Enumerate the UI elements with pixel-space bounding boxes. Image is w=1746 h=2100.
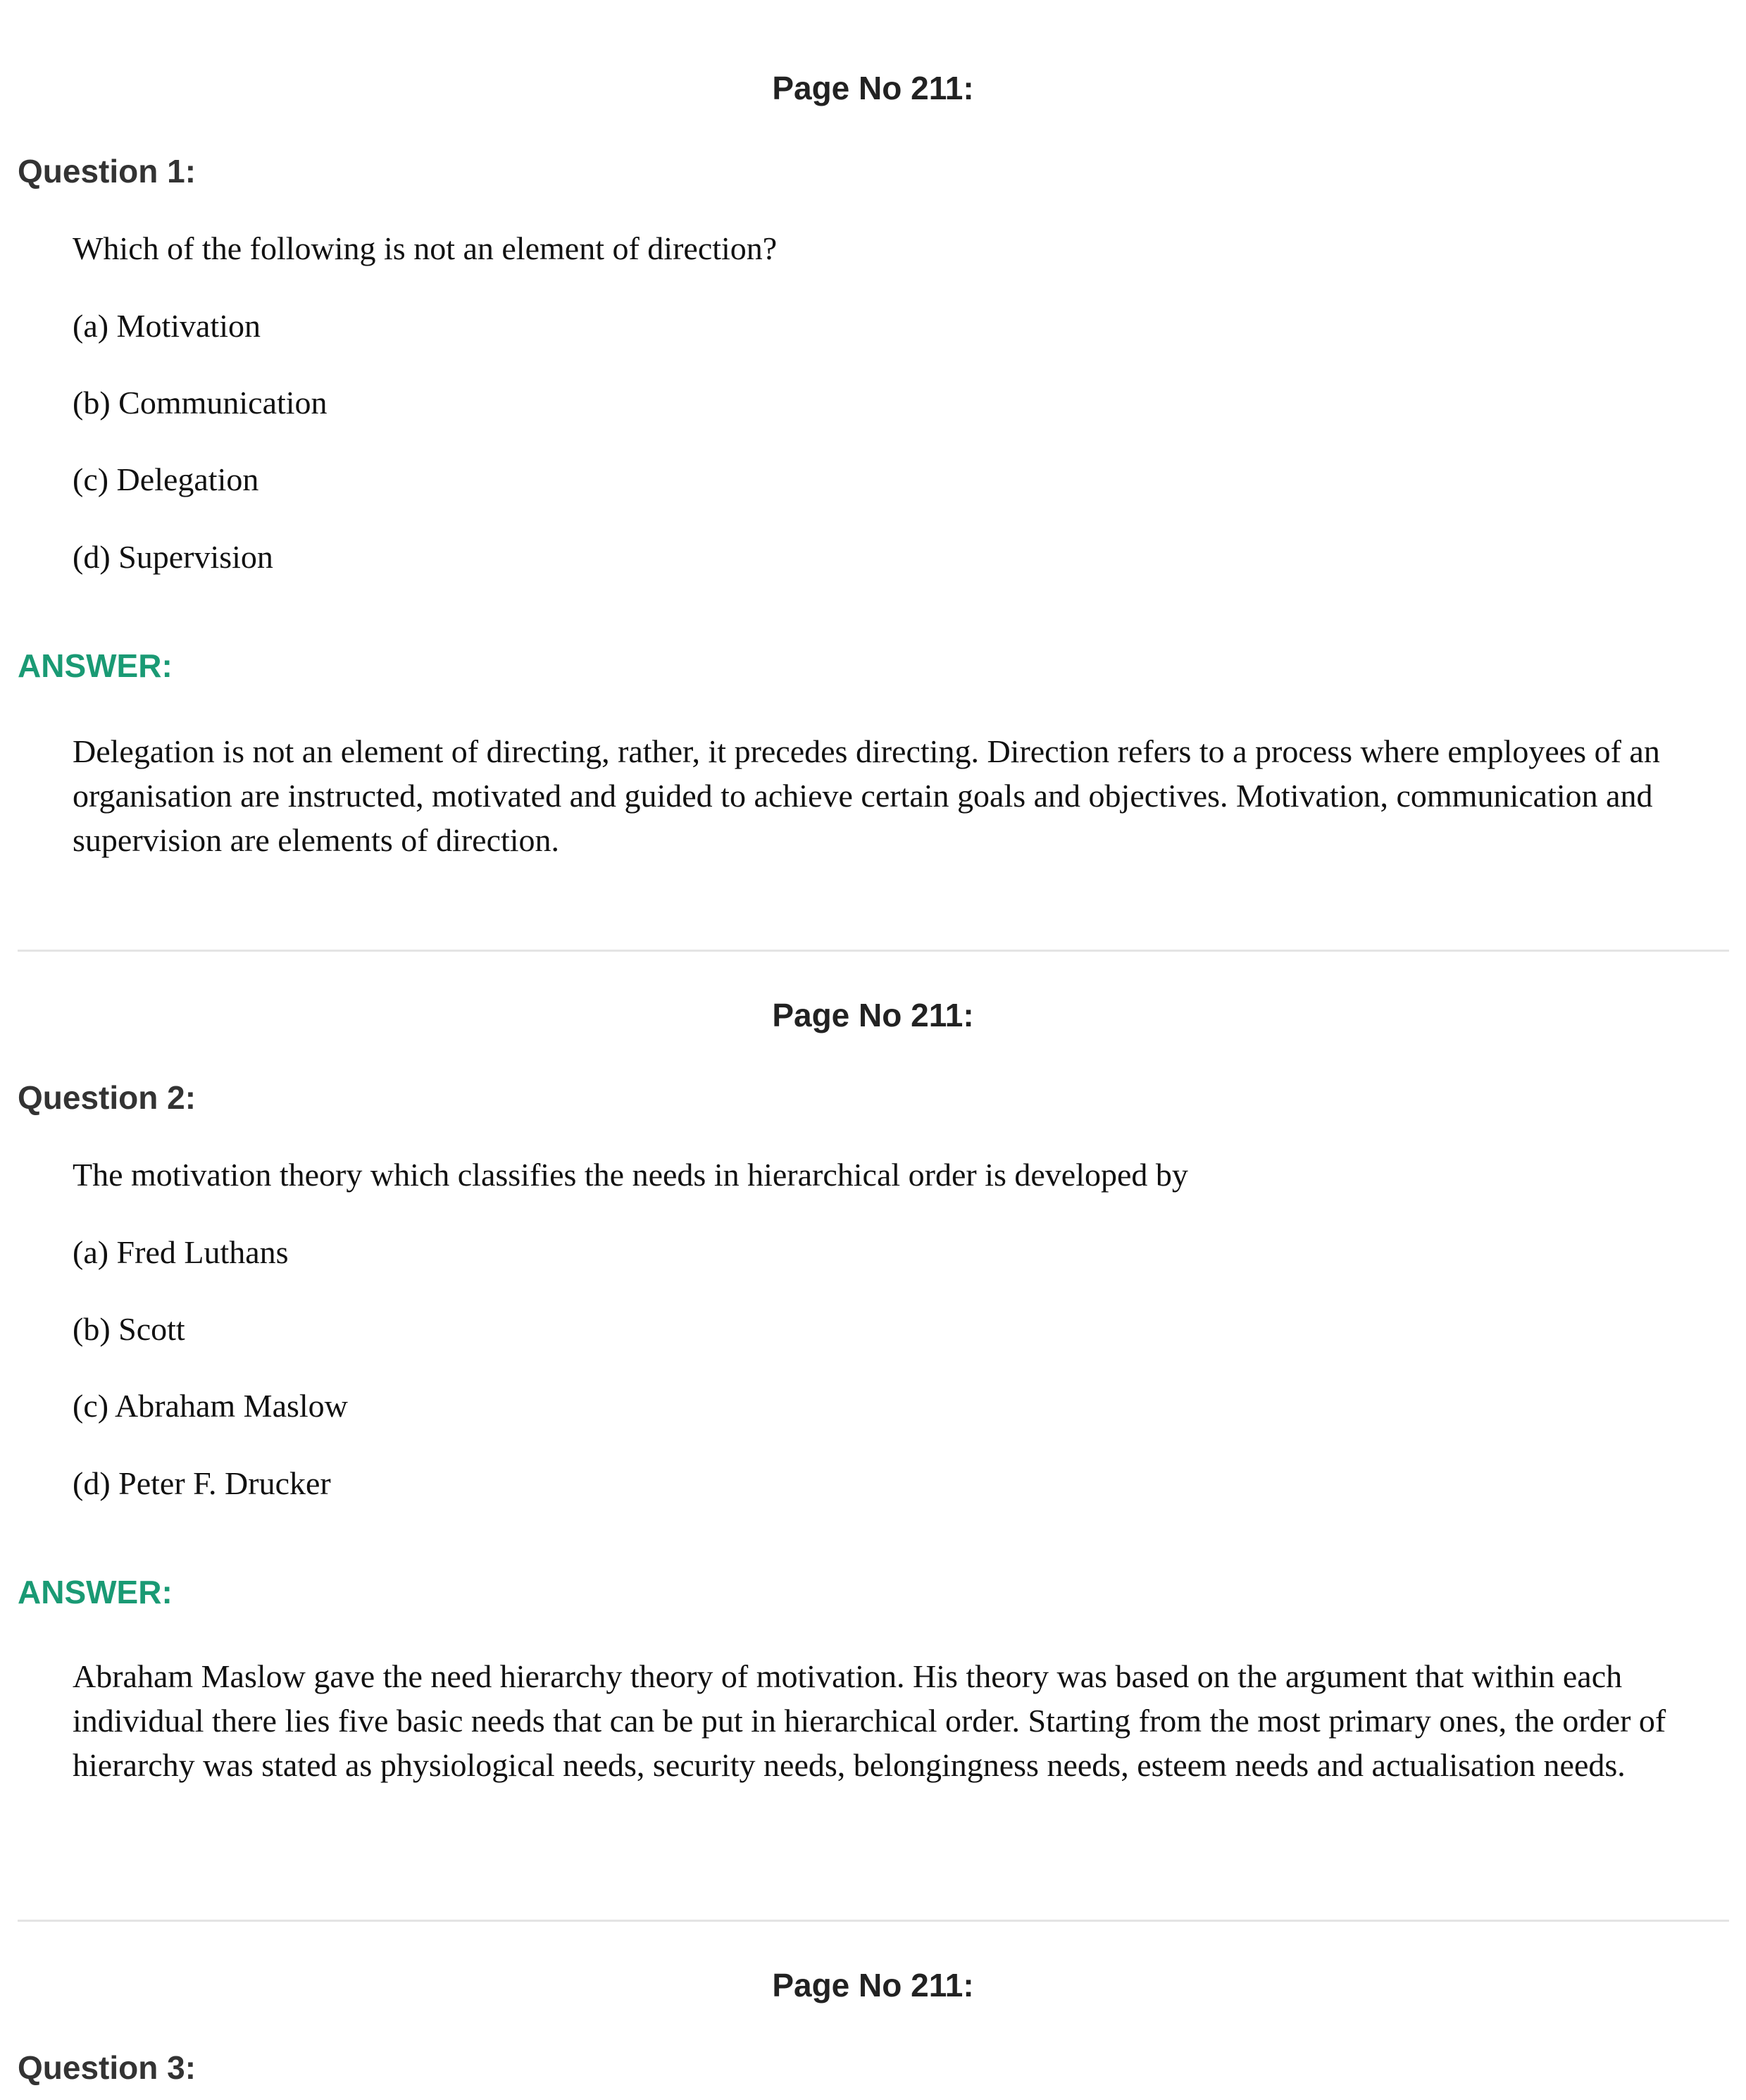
option-c: (c) Delegation (73, 461, 259, 497)
page-number-heading: Page No 211: (772, 997, 974, 1033)
option-a: (a) Motivation (73, 308, 261, 344)
option-c: (c) Abraham Maslow (73, 1388, 348, 1424)
page-number-heading: Page No 211: (772, 70, 974, 106)
option-d: (d) Supervision (73, 539, 273, 575)
option-b: (b) Scott (73, 1311, 185, 1347)
question-heading: Question 1: (18, 153, 197, 190)
page-number-heading: Page No 211: (772, 1967, 974, 2003)
option-b: (b) Communication (73, 385, 328, 421)
section-divider (18, 950, 1729, 952)
answer-text: Delegation is not an element of directing, rather, it precedes directing. Direction refers to a process where employees of an organisation are instructed, motivated and guided to achieve certain goals and objectives. Motivation, communication and supervision are elements of direction. (73, 733, 1660, 858)
section-divider (18, 1920, 1729, 1922)
question-text: The motivation theory which classifies the needs in hierarchical order is developed by (73, 1157, 1188, 1193)
answer-text: Abraham Maslow gave the need hierarchy theory of motivation. His theory was based on the argument that within each individual there lies five basic needs that can be put in hierarchical order. Starting from the most primary ones, the order of hierarchy was stated as physiological needs, security needs, belongingness needs, esteem needs and actualisation needs. (73, 1658, 1666, 1783)
question-heading: Question 3: (18, 2049, 197, 2086)
option-a: (a) Fred Luthans (73, 1234, 289, 1270)
option-d: (d) Peter F. Drucker (73, 1465, 331, 1501)
question-text: Which of the following is not an element of direction? (73, 230, 778, 266)
answer-heading: ANSWER: (18, 1574, 173, 1610)
answer-heading: ANSWER: (18, 647, 173, 684)
question-heading: Question 2: (18, 1079, 197, 1116)
